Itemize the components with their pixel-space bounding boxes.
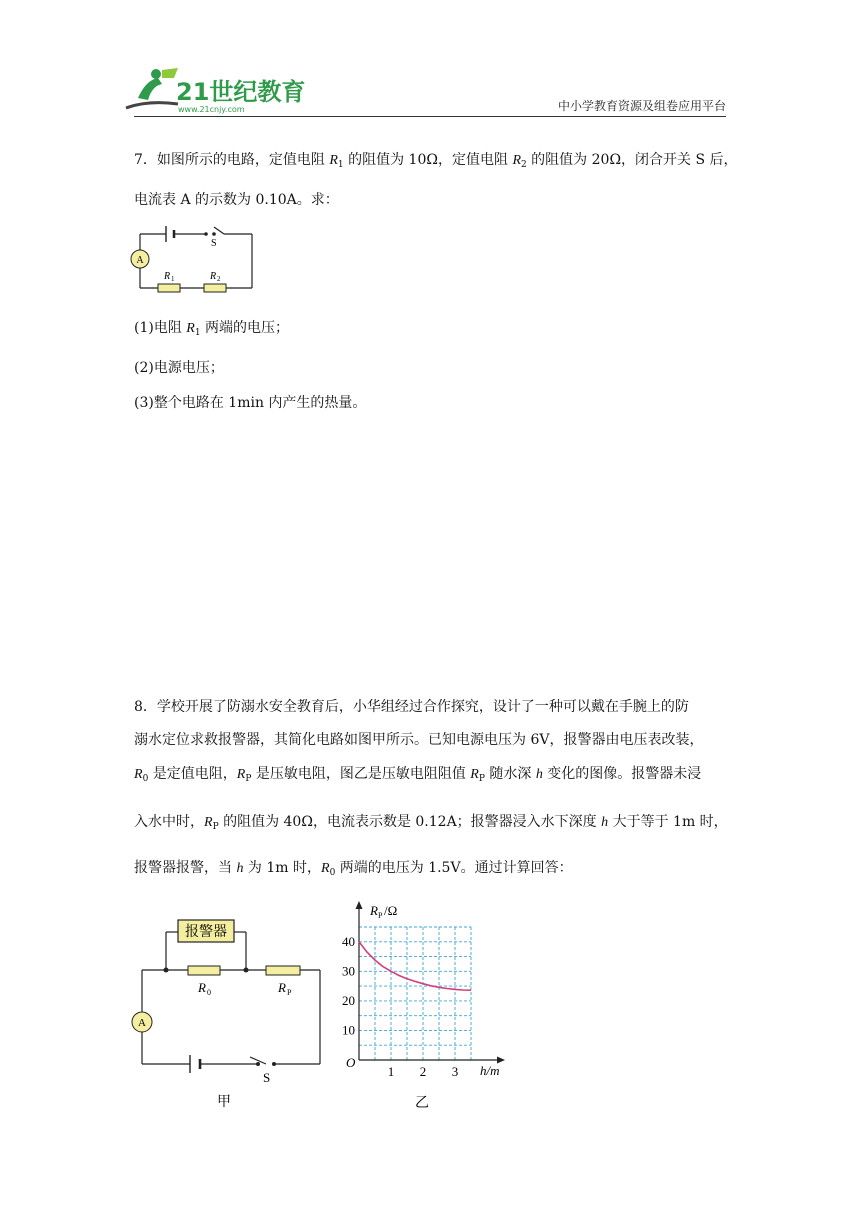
ammeter-label: A — [136, 255, 144, 266]
r2-label-sub: 2 — [217, 275, 221, 283]
q8-text: 变化的图像。报警器未浸 — [542, 766, 702, 782]
q7-text: 的阻值为 10Ω，定值电阻 — [343, 152, 513, 168]
q8-circuit-jia — [128, 912, 328, 1112]
platform-name: 中小学教育资源及组卷应用平台 — [557, 99, 726, 113]
q7-line-1 — [134, 150, 738, 175]
symbol-r: R — [321, 861, 330, 876]
x-tick-label: 2 — [419, 1064, 427, 1079]
subscript: 0 — [142, 774, 149, 784]
resistor-r1-icon — [158, 284, 180, 292]
subscript: 1 — [337, 160, 344, 170]
q7-sub-1 — [134, 318, 289, 343]
x-axis-label: h/m — [480, 1063, 500, 1078]
q8-text: 为 1m 时， — [243, 860, 321, 876]
subscript: 2 — [521, 160, 527, 170]
subscript: P — [212, 822, 219, 832]
q8-text: 两端的电压为 1.5V。通过计算回答： — [335, 860, 573, 876]
symbol-r: R — [134, 767, 143, 782]
q7-sub-3: (3)整个电路在 1min 内产生的热量。 — [134, 395, 367, 411]
q8-text: 大于等于 1m 时， — [608, 814, 728, 830]
subscript: P — [245, 774, 252, 784]
r0-label-sub: 0 — [207, 988, 211, 997]
header-divider — [134, 116, 726, 117]
series-line — [359, 942, 471, 990]
origin-label: O — [346, 1055, 356, 1070]
r1-label-sub: 1 — [171, 275, 175, 283]
symbol-h: h — [601, 815, 609, 830]
q8-text: 是定值电阻， — [148, 766, 237, 782]
subscript: 1 — [194, 328, 201, 338]
symbol-r: R — [186, 321, 195, 336]
x-tick-label: 3 — [451, 1064, 459, 1079]
y-axis-arrow-icon — [356, 901, 363, 909]
logo-text: 21世纪教育 — [176, 78, 306, 106]
q8-text: 报警器报警，当 — [134, 860, 237, 876]
resistor-rp-icon — [266, 966, 300, 975]
y-tick-label: 40 — [342, 933, 355, 949]
symbol-r: R — [329, 153, 338, 168]
alarm-label: 报警器 — [185, 924, 227, 940]
symbol-h: h — [236, 861, 244, 876]
switch-label: S — [211, 238, 217, 249]
q8-text: 是压敏电阻，图乙是压敏电阻阻值 — [251, 766, 471, 782]
q7-sub-2: (2)电源电压； — [134, 360, 224, 376]
resistor-r0-icon — [188, 966, 220, 975]
q8-line-1: 8．学校开展了防溺水安全教育后，小华组经过合作探究，设计了一种可以戴在手腕上的防 — [134, 699, 689, 715]
q8-line-2: 溺水定位求救报警器，其简化电路如图甲所示。已知电源电压为 6V，报警器由电压表改装， — [134, 732, 704, 748]
y-axis-label-sub: P — [378, 911, 383, 920]
y-axis-unit: /Ω — [384, 903, 398, 918]
q8-text: 入水中时， — [134, 814, 204, 830]
subscript: P — [478, 774, 485, 784]
q8-text: 随水深 — [484, 766, 536, 782]
y-axis-label: R — [370, 903, 378, 918]
q7-sub-text: 两端的电压； — [200, 320, 290, 336]
symbol-r: R — [236, 767, 246, 782]
logo-url-text: www.21cnjy.com — [178, 105, 245, 114]
q8-line-4 — [134, 812, 728, 837]
r0-label: R — [198, 980, 206, 995]
symbol-r: R — [470, 767, 479, 782]
switch-label: S — [263, 1070, 271, 1085]
rp-label-sub: P — [287, 988, 292, 997]
symbol-r: R — [512, 153, 521, 168]
rp-label: R — [278, 980, 286, 995]
ammeter-label: A — [138, 1017, 146, 1029]
q7-circuit-diagram — [130, 224, 260, 298]
figure-caption-jia: 甲 — [217, 1094, 231, 1110]
resistor-r2-icon — [204, 284, 226, 292]
q7-text: 的阻值为 20Ω，闭合开关 S 后， — [526, 152, 738, 168]
q8-text: 的阻值为 40Ω，电流表示数是 0.12A；报警器浸入水下深度 — [218, 814, 602, 830]
y-tick-label: 20 — [342, 992, 355, 1008]
q7-text: 7．如图所示的电路，定值电阻 — [134, 152, 330, 168]
symbol-h: h — [535, 767, 543, 782]
x-tick-label: 1 — [387, 1064, 395, 1079]
q8-line-5 — [134, 858, 573, 883]
y-tick-label: 10 — [342, 1022, 355, 1038]
site-logo — [118, 64, 318, 120]
r2-label: R — [210, 271, 217, 282]
q7-sub-text: (1)电阻 — [134, 320, 187, 336]
symbol-r: R — [204, 815, 213, 830]
y-tick-label: 30 — [342, 963, 355, 979]
rp-vs-h-chart — [330, 895, 530, 1117]
figure-caption-yi: 乙 — [415, 1095, 429, 1111]
r1-label: R — [164, 271, 171, 282]
q7-line-2: 电流表 A 的示数为 0.10A。求： — [134, 192, 339, 208]
subscript: 0 — [329, 868, 336, 878]
q8-line-3 — [134, 764, 701, 789]
